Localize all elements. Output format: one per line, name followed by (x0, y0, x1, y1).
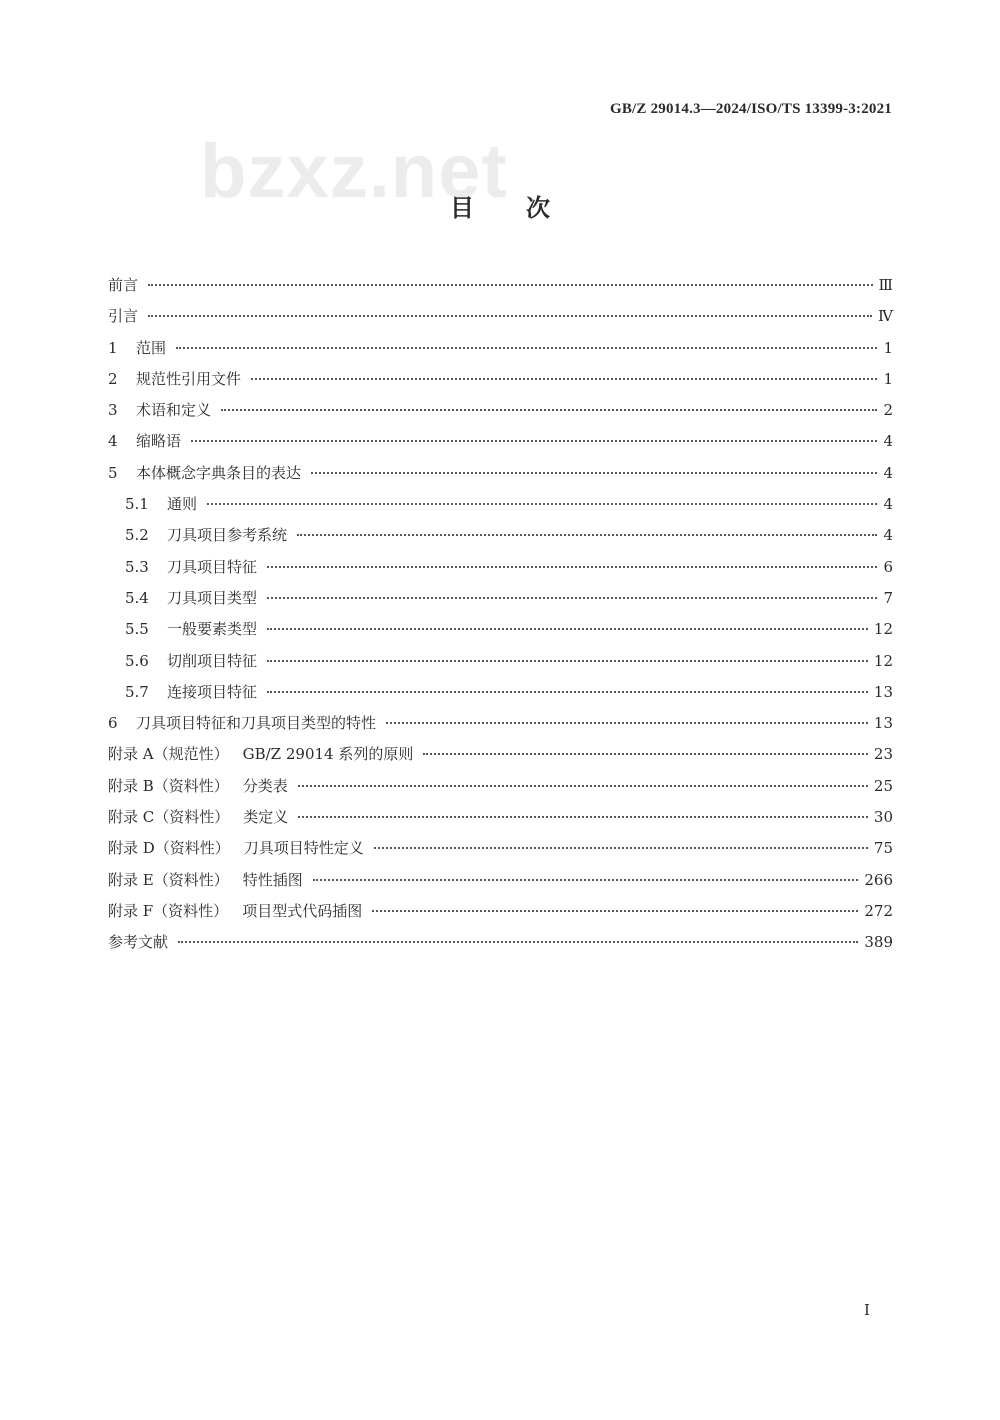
toc-entry[interactable] (108, 333, 893, 364)
dot-leader (207, 503, 877, 505)
dot-leader (298, 816, 868, 818)
toc-entry[interactable] (108, 927, 893, 958)
entry-title: 前言 (108, 276, 139, 294)
entry-title: 刀具项目特征和刀具项目类型的特性 (136, 714, 377, 733)
annex-label: 附录 D（资料性） (108, 839, 230, 858)
entry-title: 一般要素类型 (167, 620, 258, 639)
entry-number: 1 (108, 338, 118, 357)
entry-page: 6 (883, 557, 893, 576)
entry-title: 刀具项目特征 (167, 557, 258, 576)
entry-number: 5.1 (125, 495, 149, 514)
dot-leader (267, 597, 877, 599)
entry-page: Ⅲ (878, 276, 893, 294)
entry-page: Ⅳ (878, 307, 893, 326)
entry-number: 5 (108, 463, 118, 482)
entry-number: 3 (108, 401, 118, 420)
standard-code: GB/Z 29014.3—2024/ISO/TS 13399-3:2021 (609, 101, 892, 117)
entry-title: GB/Z 29014 系列的原则 (242, 745, 414, 764)
entry-title: 刀具项目特性定义 (243, 839, 364, 858)
toc-entry[interactable] (108, 646, 893, 677)
toc-entry[interactable] (108, 865, 893, 896)
toc-entry[interactable] (108, 833, 893, 864)
dot-leader (297, 534, 877, 536)
entry-page: 4 (883, 463, 893, 482)
entry-page: 389 (864, 933, 893, 952)
entry-title: 特性插图 (242, 870, 303, 889)
watermark: bzxz.net (200, 129, 508, 214)
entry-page: 23 (873, 745, 893, 764)
entry-title: 连接项目特征 (167, 682, 258, 701)
entry-title: 范围 (136, 338, 167, 357)
table-of-contents (108, 270, 893, 959)
annex-label: 附录 B（资料性） (108, 776, 229, 795)
entry-title: 参考文献 (108, 933, 169, 952)
entry-title: 通则 (167, 495, 198, 514)
entry-title: 项目型式代码插图 (242, 901, 363, 920)
dot-leader (372, 910, 858, 912)
dot-leader (267, 628, 868, 630)
dot-leader (148, 315, 872, 317)
dot-leader (176, 347, 877, 349)
toc-entry[interactable] (108, 395, 893, 426)
entry-page: 75 (873, 839, 893, 858)
entry-title: 刀具项目参考系统 (167, 526, 288, 545)
entry-page: 30 (873, 808, 893, 827)
entry-number: 2 (108, 369, 118, 388)
dot-leader (313, 879, 859, 881)
entry-number: 5.5 (125, 620, 149, 639)
dot-leader (298, 785, 868, 787)
entry-page: 13 (873, 714, 893, 733)
toc-entry[interactable] (108, 896, 893, 927)
toc-entry[interactable] (108, 677, 893, 708)
entry-page: 2 (883, 401, 893, 420)
entry-page: 1 (883, 338, 893, 357)
entry-page: 4 (883, 495, 893, 514)
dot-leader (267, 691, 868, 693)
entry-number: 5.6 (125, 651, 149, 670)
annex-label: 附录 F（资料性） (108, 901, 229, 920)
toc-entry[interactable] (108, 270, 893, 301)
toc-entry[interactable] (108, 520, 893, 551)
entry-page: 4 (883, 432, 893, 451)
entry-title: 切削项目特征 (167, 651, 258, 670)
toc-entry[interactable] (108, 489, 893, 520)
toc-title: 目次 (450, 193, 602, 222)
entry-page: 12 (873, 651, 893, 670)
entry-title: 分类表 (242, 776, 288, 795)
entry-title: 引言 (108, 307, 139, 326)
dot-leader (386, 722, 868, 724)
dot-leader (374, 847, 868, 849)
entry-title: 规范性引用文件 (136, 369, 242, 388)
entry-page: 272 (864, 901, 893, 920)
entry-page: 4 (883, 526, 893, 545)
toc-entry[interactable] (108, 614, 893, 645)
entry-page: 266 (864, 870, 893, 889)
dot-leader (251, 378, 877, 380)
entry-number: 6 (108, 714, 118, 733)
toc-entry[interactable] (108, 364, 893, 395)
dot-leader (221, 409, 877, 411)
entry-title: 类定义 (243, 808, 289, 827)
entry-number: 5.4 (125, 588, 149, 607)
annex-label: 附录 E（资料性） (108, 870, 229, 889)
entry-page: 1 (883, 369, 893, 388)
toc-entry[interactable] (108, 301, 893, 332)
dot-leader (267, 566, 877, 568)
entry-page: 25 (873, 776, 893, 795)
entry-title: 缩略语 (136, 432, 182, 451)
toc-entry[interactable] (108, 739, 893, 770)
entry-title: 本体概念字典条目的表达 (136, 463, 302, 482)
toc-entry[interactable] (108, 771, 893, 802)
dot-leader (178, 941, 858, 943)
entry-page: 7 (883, 588, 893, 607)
toc-entry[interactable] (108, 458, 893, 489)
toc-entry[interactable] (108, 708, 893, 739)
annex-label: 附录 A（规范性） (108, 745, 229, 764)
toc-entry[interactable] (108, 552, 893, 583)
entry-page: 12 (873, 620, 893, 639)
page-number: I (864, 1301, 870, 1319)
toc-entry[interactable] (108, 583, 893, 614)
entry-title: 刀具项目类型 (167, 588, 258, 607)
entry-number: 5.3 (125, 557, 149, 576)
toc-entry[interactable] (108, 802, 893, 833)
dot-leader (423, 753, 868, 755)
dot-leader (311, 472, 877, 474)
entry-title: 术语和定义 (136, 401, 212, 420)
dot-leader (191, 440, 877, 442)
entry-page: 13 (873, 682, 893, 701)
annex-label: 附录 C（资料性） (108, 808, 230, 827)
toc-entry[interactable] (108, 426, 893, 457)
entry-number: 5.2 (125, 526, 149, 545)
entry-number: 4 (108, 432, 118, 451)
dot-leader (267, 660, 868, 662)
entry-number: 5.7 (125, 682, 149, 701)
dot-leader (148, 284, 873, 286)
